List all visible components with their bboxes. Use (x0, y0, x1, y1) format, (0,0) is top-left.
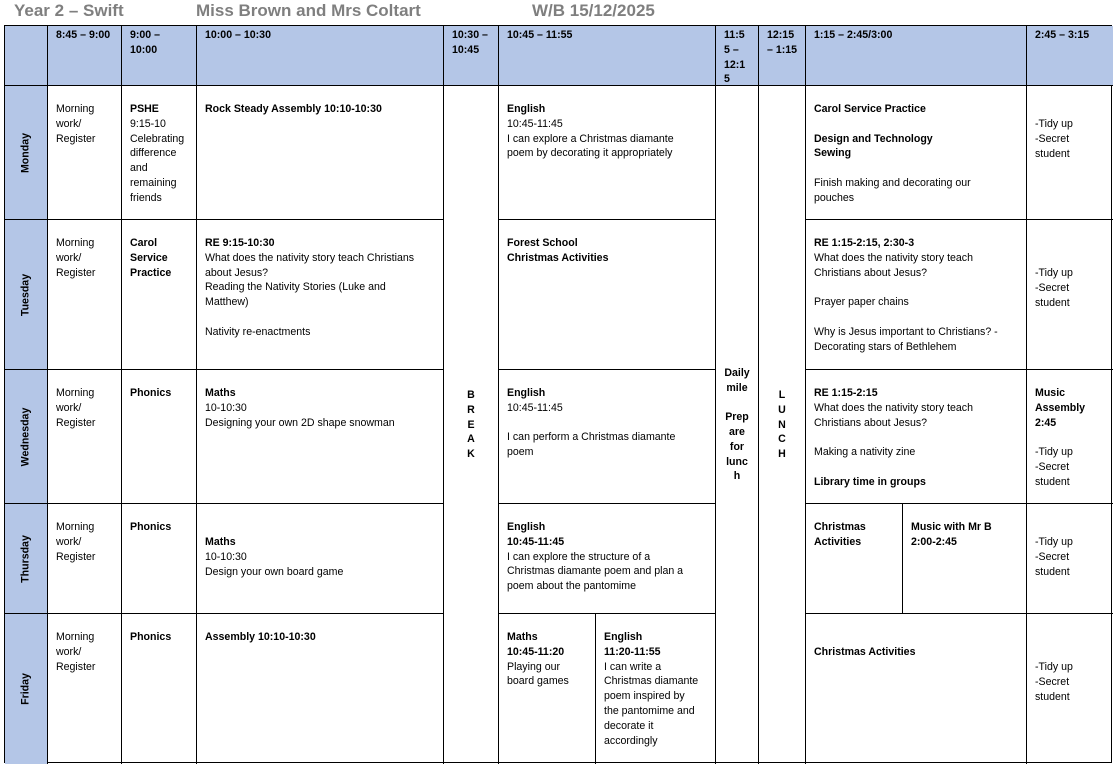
tuesday-afternoon: RE 1:15-2:15, 2:30-3 What does the nativity story teach Christians about Jesus? Prayer paper chains Why is Jesus important to Christians? - Decorating stars of Bethlehem (806, 220, 1027, 370)
tuesday-morning-work: Morning work/ Register (48, 220, 122, 370)
friday-session-2: Assembly 10:10-10:30 (197, 614, 444, 764)
thursday-afternoon-music: Music with Mr B 2:00-2:45 (911, 521, 992, 548)
tuesday-session-3: Forest School Christmas Activities (499, 220, 716, 370)
day-label-monday: Monday (5, 86, 48, 220)
class-name: Year 2 – Swift (14, 1, 124, 20)
page-header (0, 0, 1117, 24)
thursday-session-1: Phonics (122, 504, 197, 614)
time-header: 12:15 – 1:15 (759, 26, 806, 86)
tuesday-end-of-day: -Tidy up -Secret student (1027, 220, 1113, 370)
time-header: 8:45 – 9:00 (48, 26, 122, 86)
wednesday-session-3: English 10:45-11:45 I can perform a Christmas diamante poem (499, 370, 716, 504)
friday-afternoon: Christmas Activities (806, 614, 1027, 764)
timetable-grid (4, 25, 1112, 763)
lunch-column: L U N C H (759, 86, 806, 764)
friday-english: English 11:20-11:55 I can write a Christmas diamante poem inspired by the pantomime and decorate it accordingly (604, 631, 699, 747)
break-column: B R E A K (444, 86, 499, 764)
friday-end-of-day: -Tidy up -Secret student (1035, 661, 1073, 703)
daily-mile-column: Daily mile Prep are for lunc h (716, 86, 759, 764)
monday-session-1: PSHE 9:15-10 Celebrating difference and remaining friends (122, 86, 197, 220)
time-header: 10:00 – 10:30 (197, 26, 444, 86)
friday-session-1: Phonics (122, 614, 197, 764)
wednesday-end-of-day: Music Assembly 2:45 -Tidy up -Secret student (1027, 370, 1113, 504)
monday-morning-work: Morning work/ Register (48, 86, 122, 220)
tuesday-session-2: RE 9:15-10:30 What does the nativity story teach Christians about Jesus? Reading the Nativity Stories (Luke and Matthew) Nativity re-enactments (197, 220, 444, 370)
thursday-end-of-day: -Tidy up -Secret student (1027, 504, 1113, 614)
wednesday-afternoon: RE 1:15-2:15 What does the nativity story teach Christians about Jesus? Making a nativity zine Library time in groups (806, 370, 1027, 504)
week-beginning: W/B 15/12/2025 (532, 1, 655, 20)
day-label-friday: Friday (5, 614, 48, 764)
monday-session-2: Rock Steady Assembly 10:10-10:30 (197, 86, 444, 220)
thursday-session-2: Maths 10-10:30 Design your own board game (197, 504, 444, 614)
time-header: 1:15 – 2:45/3:00 (806, 26, 1027, 86)
tuesday-session-1: Carol Service Practice (122, 220, 197, 370)
monday-session-3: English 10:45-11:45 I can explore a Christmas diamante poem by decorating it appropriately (499, 86, 716, 220)
time-header: 10:45 – 11:55 (499, 26, 716, 86)
wednesday-session-1: Phonics (122, 370, 197, 504)
time-header: 9:00 – 10:00 (122, 26, 197, 86)
friday-morning-work: Morning work/ Register (48, 614, 122, 764)
friday-session-3 (499, 614, 716, 764)
day-label-tuesday: Tuesday (5, 220, 48, 370)
wednesday-morning-work: Morning work/ Register (48, 370, 122, 504)
thursday-afternoon (806, 504, 1027, 614)
thursday-session-3: English 10:45-11:45 I can explore the structure of a Christmas diamante poem and plan a poem about the pantomime (499, 504, 716, 614)
monday-end-of-day: -Tidy up -Secret student (1027, 86, 1113, 220)
thursday-morning-work: Morning work/ Register (48, 504, 122, 614)
time-header: 11:5 5 – 12:1 5 (716, 26, 759, 86)
day-label-thursday: Thursday (5, 504, 48, 614)
corner-cell (5, 26, 48, 86)
teachers-name: Miss Brown and Mrs Coltart (196, 1, 421, 20)
time-header: 2:45 – 3:15 (1027, 26, 1113, 86)
time-header: 10:30 – 10:45 (444, 26, 499, 86)
monday-afternoon: Carol Service Practice Design and Technology Sewing Finish making and decorating our pouches (806, 86, 1027, 220)
thursday-afternoon-activities: Christmas Activities (806, 504, 903, 613)
friday-maths: Maths 10:45-11:20 Playing our board games (499, 614, 596, 764)
wednesday-session-2: Maths 10-10:30 Designing your own 2D shape snowman (197, 370, 444, 504)
day-label-wednesday: Wednesday (5, 370, 48, 504)
